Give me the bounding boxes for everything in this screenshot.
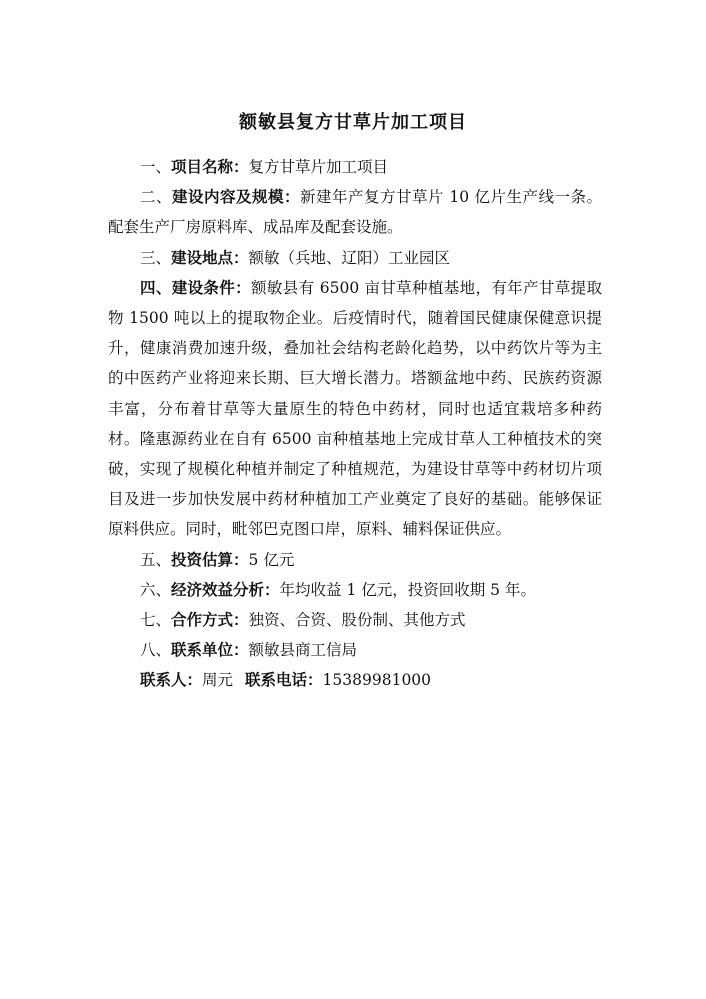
section-text: 年均收益 1 亿元，投资回收期 5 年。 (279, 580, 536, 599)
section-project-name (108, 152, 602, 182)
contact-phone-label: 联系电话： (245, 670, 323, 690)
section-text: 额敏县商工信局 (248, 641, 358, 660)
section-text: 额敏县有 6500 亩甘草种植基地，有年产甘草提取物 1500 吨以上的提取物企业。后疫情时代，随着国民健康保健意识提升，健康消费加速升级，叠加社会结构老龄化趋势，以中药饮片等为主的中医药产业将迎来长期、巨大增长潜力。塔额盆地中药、民族药资源丰富，分布着甘草等大量原生的特色中药材，同时也适宜栽培多种药材。隆惠源药业在自有 6500 亩种植基地上完成甘草人工种植技术的突破，实现了规模化种植并制定了种植规范，为建设甘草等中药材切片项目及进一步加快发展中药材种植加工产业奠定了良好的基础。能够保证原料供应。同时，毗邻巴克图口岸，原料、辅料保证供应。 (108, 278, 602, 539)
section-label: 建设内容及规模： (172, 187, 300, 207)
document-title: 额敏县复方甘草片加工项目 (239, 112, 467, 133)
contact-phone: 15389981000 (322, 671, 432, 690)
section-label: 建设地点： (171, 247, 249, 267)
section-text: 额敏（兵地、辽阳）工业园区 (248, 248, 451, 267)
section-label: 联系单位： (171, 640, 249, 660)
section-location (108, 243, 602, 273)
section-text: 独资、合资、股份制、其他方式 (248, 611, 466, 630)
section-label: 合作方式： (171, 610, 249, 630)
section-conditions (108, 273, 602, 545)
section-prefix: 七、 (140, 611, 172, 630)
section-construction-scale (108, 182, 602, 242)
section-economic-benefit (108, 575, 602, 605)
section-prefix: 一、 (140, 158, 172, 176)
section-label: 投资估算： (171, 549, 249, 569)
section-text: 新建年产复方甘草片 10 亿片生产线一条。配套生产厂房原料库、成品库及配套设施。 (108, 188, 602, 237)
section-label: 项目名称： (171, 157, 249, 176)
section-label: 建设条件： (171, 277, 252, 297)
section-text: 5 亿元 (248, 550, 295, 569)
section-label: 经济效益分析： (171, 579, 280, 599)
section-prefix: 三、 (140, 248, 172, 267)
section-investment (108, 545, 602, 575)
section-text: 复方甘草片加工项目 (248, 158, 389, 176)
section-contact-unit (108, 635, 602, 665)
contact-line (108, 665, 602, 695)
section-cooperation (108, 605, 602, 635)
section-prefix: 八、 (140, 641, 172, 660)
section-prefix: 二、 (140, 188, 172, 207)
contact-person: 周元 (202, 671, 234, 690)
document-body (108, 152, 602, 696)
section-prefix: 四、 (140, 277, 172, 297)
section-prefix: 五、 (140, 550, 172, 569)
section-prefix: 六、 (140, 580, 172, 599)
contact-person-label: 联系人： (140, 670, 203, 690)
